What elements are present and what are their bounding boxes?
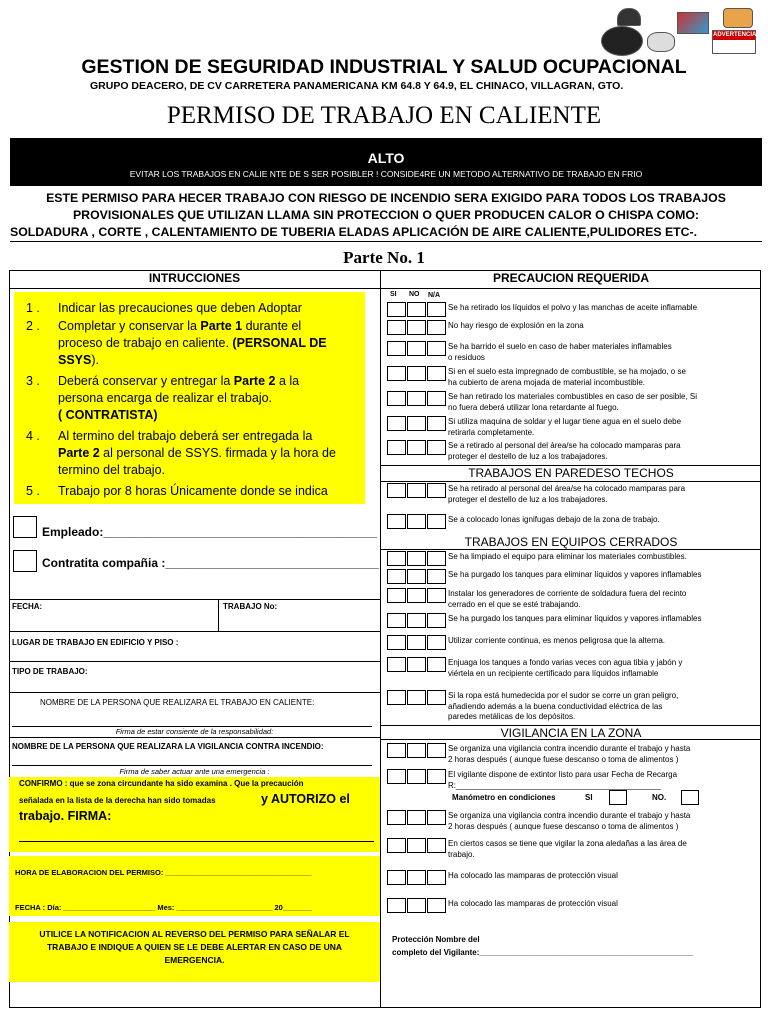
checkbox-no[interactable] [407,551,426,566]
si-no-na-checkboxes [387,838,446,853]
instruction-4-cont2: termino del trabajo. [58,463,166,477]
si-no-na-checkboxes [387,769,446,784]
checkbox-no[interactable] [407,810,426,825]
checkbox-no[interactable] [407,613,426,628]
welding-gear-icon [601,26,643,56]
instructions-box [14,292,365,504]
checkbox-si[interactable] [387,551,406,566]
col-no: NO [409,291,420,298]
checkbox-si[interactable] [387,810,406,825]
signature-note-1: Firma de estar consiente de la responsabilidad: [115,727,274,736]
si-no-na-checkboxes [387,341,446,356]
precaution-text: Se organiza una vigilancia contra incendio durante el trabajo y hasta 2 horas después ( aunque fuese descanso o toma de alimentos ) [448,811,691,831]
permit-time-field[interactable]: HORA DE ELABORACION DEL PERMISO: ___________________________________ [15,868,312,877]
si-no-na-checkboxes [387,613,446,628]
company-address: GRUPO DEACERO, DE CV CARRETERA PANAMERICANA KM 64.8 Y 64.9, EL CHINACO, VILLAGRAN, GTO. [90,80,624,92]
checkbox-no[interactable] [407,416,426,431]
closed-equipment-heading: TRABAJOS EN EQUIPOS CERRADOS [381,535,761,550]
permit-date-field[interactable]: FECHA : Día: ______________________ Mes: _______________________ 20_______ [15,903,313,912]
si-no-na-checkboxes [387,635,446,650]
warning-sign-icon [712,30,756,54]
hot-work-person-label: NOMBRE DE LA PERSONA QUE REALIZARA EL TRABAJO EN CALIENTE: [40,698,315,707]
precaution-text: Se a retirado al personal del área/se ha colocado mamparas para proteger el destello de luz a los trabajadores. [448,441,681,461]
si-no-na-checkboxes [387,551,446,566]
checkbox-na[interactable] [427,635,446,650]
checkbox-na[interactable] [427,810,446,825]
si-no-na-checkboxes [387,690,446,705]
checkbox-na[interactable] [427,391,446,406]
gauge-no-checkbox[interactable] [681,790,699,810]
instruction-1: 1 . Indicar las precauciones que deben Adoptar [26,301,302,315]
si-no-na-checkboxes [387,514,446,529]
job-number-field[interactable]: TRABAJO No: [223,602,278,611]
robot-arm-icon [723,8,753,28]
signature-line[interactable] [19,841,374,842]
checkbox-si[interactable] [387,870,406,885]
si-no-na-checkboxes [387,588,446,603]
stop-heading: ALTO [367,150,405,166]
stop-text: EVITAR LOS TRABAJOS EN CALIE NTE DE S SER POSIBLER ! CONSIDE4RE UN METODO ALTERNATIVO DE TRABAJO EN FRIO [129,169,643,179]
precaution-text: Se a colocado lonas ignifugas debajo de la zona de trabajo. [448,515,660,524]
instruction-4-cont: Parte 2 al personal de SSYS. firmada y la hora de [58,446,336,460]
checkbox-na[interactable] [427,551,446,566]
checkbox-si[interactable] [387,743,406,758]
si-no-na-checkboxes [387,483,446,498]
confirm-signature-label: trabajo. FIRMA: [19,809,112,823]
instruction-3-cont: persona encarga de realizar el trabajo. [58,391,273,405]
precaution-text: Enjuaga los tanques a fondo varias veces con agua tibia y jabón y viértela en un recipiente certificado para líquidos inflamable [448,658,683,678]
form-line [9,631,380,632]
checkbox-na[interactable] [427,743,446,758]
checkbox-no[interactable] [407,569,426,584]
part-number: Parte No. 1 [343,248,425,267]
intro-line-1: ESTE PERMISO PARA HECER TRABAJO CON RIESGO DE INCENDIO SERA EXIGIDO PARA TODOS LOS TRABAJOS [46,191,726,205]
checkbox-na[interactable] [427,838,446,853]
col-na: N/A [428,292,441,299]
checkbox-na[interactable] [427,657,446,672]
contractor-field[interactable]: Contratita compañia :________________________________ [42,556,379,570]
checkbox-no[interactable] [407,588,426,603]
precaution-text: Se ha purgado los tanques para eliminar líquidos y vapores inflamables [448,570,702,579]
checkbox-na[interactable] [427,870,446,885]
si-no-na-checkboxes [387,320,446,335]
checkbox-na[interactable] [427,320,446,335]
checkbox-si[interactable] [387,514,406,529]
location-field[interactable]: LUGAR DE TRABAJO EN EDIFICIO Y PISO : [12,638,179,647]
checkbox-no[interactable] [407,341,426,356]
fire-watch-heading: VIGILANCIA EN LA ZONA [381,725,761,740]
checkbox-no[interactable] [407,690,426,705]
checkbox-na[interactable] [427,483,446,498]
checkbox-no[interactable] [407,657,426,672]
instruction-3: 3 . Deberá conservar y entregar la Parte 2 a la [26,374,300,388]
warning-sign-label: ADVERTENCIA [713,32,757,38]
precaution-text: Si en el suelo esta impregnado de combustible, se ha mojado, o se ha cubierto de arena mojada de material incombustible. [448,367,686,387]
checkbox-si[interactable] [387,302,406,317]
page-title: GESTION DE SEGURIDAD INDUSTRIAL Y SALUD OCUPACIONAL [81,56,687,78]
checkbox-si[interactable] [387,769,406,784]
checkbox-no[interactable] [407,302,426,317]
date-field[interactable]: FECHA: [12,602,43,611]
authorization-box [9,777,380,852]
fire-watch-person-field[interactable]: NOMBRE DE LA PERSONA QUE REALIZARA LA VIGILANCIA CONTRA INCENDIO: [12,742,324,751]
instruction-5: 5 . Trabajo por 8 horas Únicamente donde se indica [26,484,328,498]
checkbox-na[interactable] [427,366,446,381]
column-divider [380,270,381,1008]
checkbox-na[interactable] [427,613,446,628]
form-line [9,661,380,662]
checkbox-si[interactable] [387,391,406,406]
watcher-label: Protección Nombre del [392,935,480,944]
signature-line[interactable] [12,765,372,766]
si-no-na-checkboxes [387,366,446,381]
walls-ceilings-heading: TRABAJOS EN PAREDESO TECHOS [381,465,761,482]
precaution-text: Se ha barrido el suelo en caso de haber materiales inflamables o residuos [448,342,672,362]
gauge-si-checkbox[interactable] [609,790,627,810]
hard-hat-icon [617,8,641,26]
checkbox-no[interactable] [407,320,426,335]
col-si: SI [390,291,397,298]
checkbox-si[interactable] [387,320,406,335]
work-type-field[interactable]: TIPO DE TRABAJO: [12,667,88,676]
checkbox-na[interactable] [427,769,446,784]
checkbox-si[interactable] [387,657,406,672]
confirm-line-2: señalada en la lista de la derecha han sido tomadas [19,796,216,805]
company-logos [595,6,760,56]
precaution-text: Instalar los generadores de corriente de soldadura fuera del recinto cerrado en el que se esté trabajando. [448,589,687,609]
checkbox-si[interactable] [387,690,406,705]
checkbox-na[interactable] [427,416,446,431]
gauge-label: Manómetro en condiciones [452,793,556,802]
si-no-na-checkboxes [387,569,446,584]
checkbox-na[interactable] [427,514,446,529]
checkbox-si[interactable] [387,588,406,603]
employee-checkbox[interactable] [13,516,37,543]
checkbox-no[interactable] [407,366,426,381]
checkbox-na[interactable] [427,341,446,356]
checkbox-no[interactable] [407,769,426,784]
si-no-na-checkboxes [387,898,446,913]
precautions-heading: PRECAUCION REQUERIDA [381,271,761,289]
checkbox-na[interactable] [427,690,446,705]
checkbox-na[interactable] [427,898,446,913]
precaution-text: Ha colocado las mamparas de protección visual [448,871,618,880]
gauge-no-label: NO. [652,793,667,802]
checkbox-si[interactable] [387,898,406,913]
precaution-text: En ciertos casos se tiene que vigilar la zona aledañas a las área de trabajo. [448,839,687,859]
gauge-si-label: SI [585,793,593,802]
checkbox-no[interactable] [407,870,426,885]
checkbox-no[interactable] [407,483,426,498]
confirm-line-3: y AUTORIZO el [261,792,350,806]
precaution-text: Ha colocado las mamparas de protección visual [448,899,618,908]
checkbox-si[interactable] [387,569,406,584]
checkbox-no[interactable] [407,838,426,853]
checkbox-no[interactable] [407,440,426,455]
si-no-na-checkboxes [387,440,446,455]
precaution-text: Utilizar corriente continua, es menos peligrosa que la alterna. [448,636,666,645]
intro-line-2: PROVISIONALES QUE UTILIZAN LLAMA SIN PROTECCION O QUER PRODUCEN CALOR O CHISPA COMO: [72,208,700,222]
precaution-text: Se han retirado los materiales combustibles en caso de ser posible, Si no fuera deberá utilizar lona retardante al fuego. [448,392,698,412]
checkbox-no[interactable] [407,898,426,913]
si-no-na-checkboxes [387,302,446,317]
instruction-3-cont2: ( CONTRATISTA) [58,408,158,422]
confirm-line-1: CONFIRMO : que se zona circundante ha sido examina . Que la precaución [19,779,304,788]
form-line [9,692,380,693]
checkbox-no[interactable] [407,391,426,406]
intro-line-3: SOLDADURA , CORTE , CALENTAMIENTO DE TUBERIA ELADAS APLICACIÓN DE AIRE CALIENTE,PULIDORES ETC-. [10,224,762,242]
employee-field[interactable]: Empleado:_________________________________________ [42,525,377,539]
precaution-text: Se ha limpiado el equipo para eliminar los materiales combustibles. [448,552,687,561]
precaution-text: Se ha retirado los líquidos el polvo y las manchas de aceite inflamable [448,303,698,312]
checkbox-si[interactable] [387,483,406,498]
instruction-2-cont2: SSYS). [58,353,99,367]
checkbox-na[interactable] [427,440,446,455]
form-line [9,599,380,600]
signature-note-2: Firma de saber actuar ante una emergencia : [119,767,270,776]
checkbox-no[interactable] [407,514,426,529]
checkbox-si[interactable] [387,635,406,650]
checkbox-si[interactable] [387,613,406,628]
checkbox-si[interactable] [387,366,406,381]
permit-title: PERMISO DE TRABAJO EN CALIENTE [166,102,602,129]
precaution-text: El vigilante dispone de extintor listo para usar Fecha de Recarga R:______________________________________________ [448,770,678,790]
instructions-heading: INTRUCCIONES [9,271,380,289]
checkbox-na[interactable] [427,569,446,584]
notification-note: UTILICE LA NOTIFICACION AL REVERSO DEL PERMISO PARA SEÑALAR EL TRABAJO E INDIQUE A QUIEN SE LE DEBE ALERTAR EN CASO DE UNA EMERGENCIA. [9,922,380,982]
instruction-2: 2 . Completar y conservar la Parte 1 durante el [26,319,302,333]
si-no-na-checkboxes [387,810,446,825]
si-no-na-checkboxes [387,743,446,758]
si-no-na-checkboxes [387,416,446,431]
stop-banner [10,138,762,186]
worker-icon [677,12,709,34]
watcher-name-field[interactable]: completo del Vigilante:________________________________________________ [392,948,693,957]
si-no-na-checkboxes [387,391,446,406]
instruction-2-cont: proceso de trabajo en caliente. (PERSONAL DE [58,336,327,350]
si-no-na-checkboxes [387,657,446,672]
precaution-text: No hay riesgo de explosión en la zona [448,321,584,330]
precaution-text: Se organiza una vigilancia contra incendio durante el trabajo y hasta 2 horas después ( aunque fuese descanso o toma de alimentos ) [448,744,691,764]
precaution-text: Si la ropa está humedecida por el sudor se corre un gran peligro, añadiendo además a la buena conductividad eléctrica de las paredes metálicas de los depósitos. [448,691,679,721]
form-divider [218,599,219,631]
checkbox-si[interactable] [387,440,406,455]
si-no-na-checkboxes [387,870,446,885]
checkbox-si[interactable] [387,838,406,853]
form-line [9,737,380,738]
checkbox-si[interactable] [387,416,406,431]
instruction-4: 4 . Al termino del trabajo deberá ser entregada la [26,429,313,443]
precaution-text: Se ha retirado al personal del área/se ha colocado mamparas para proteger el destello de luz a los trabajadores. [448,484,686,504]
contractor-checkbox[interactable] [13,550,37,577]
checkbox-na[interactable] [427,302,446,317]
time-date-box [9,856,380,916]
precaution-text: Si utiliza maquina de soldar y el lugar tiene agua en el suelo debe retirarla completamente. [448,417,682,437]
checkbox-si[interactable] [387,341,406,356]
checkbox-na[interactable] [427,588,446,603]
precaution-text: Se ha purgado los tanques para eliminar líquidos y vapores inflamables [448,614,702,623]
intro-text [10,190,762,242]
checkbox-no[interactable] [407,635,426,650]
safety-shoes-icon [647,32,675,52]
checkbox-no[interactable] [407,743,426,758]
